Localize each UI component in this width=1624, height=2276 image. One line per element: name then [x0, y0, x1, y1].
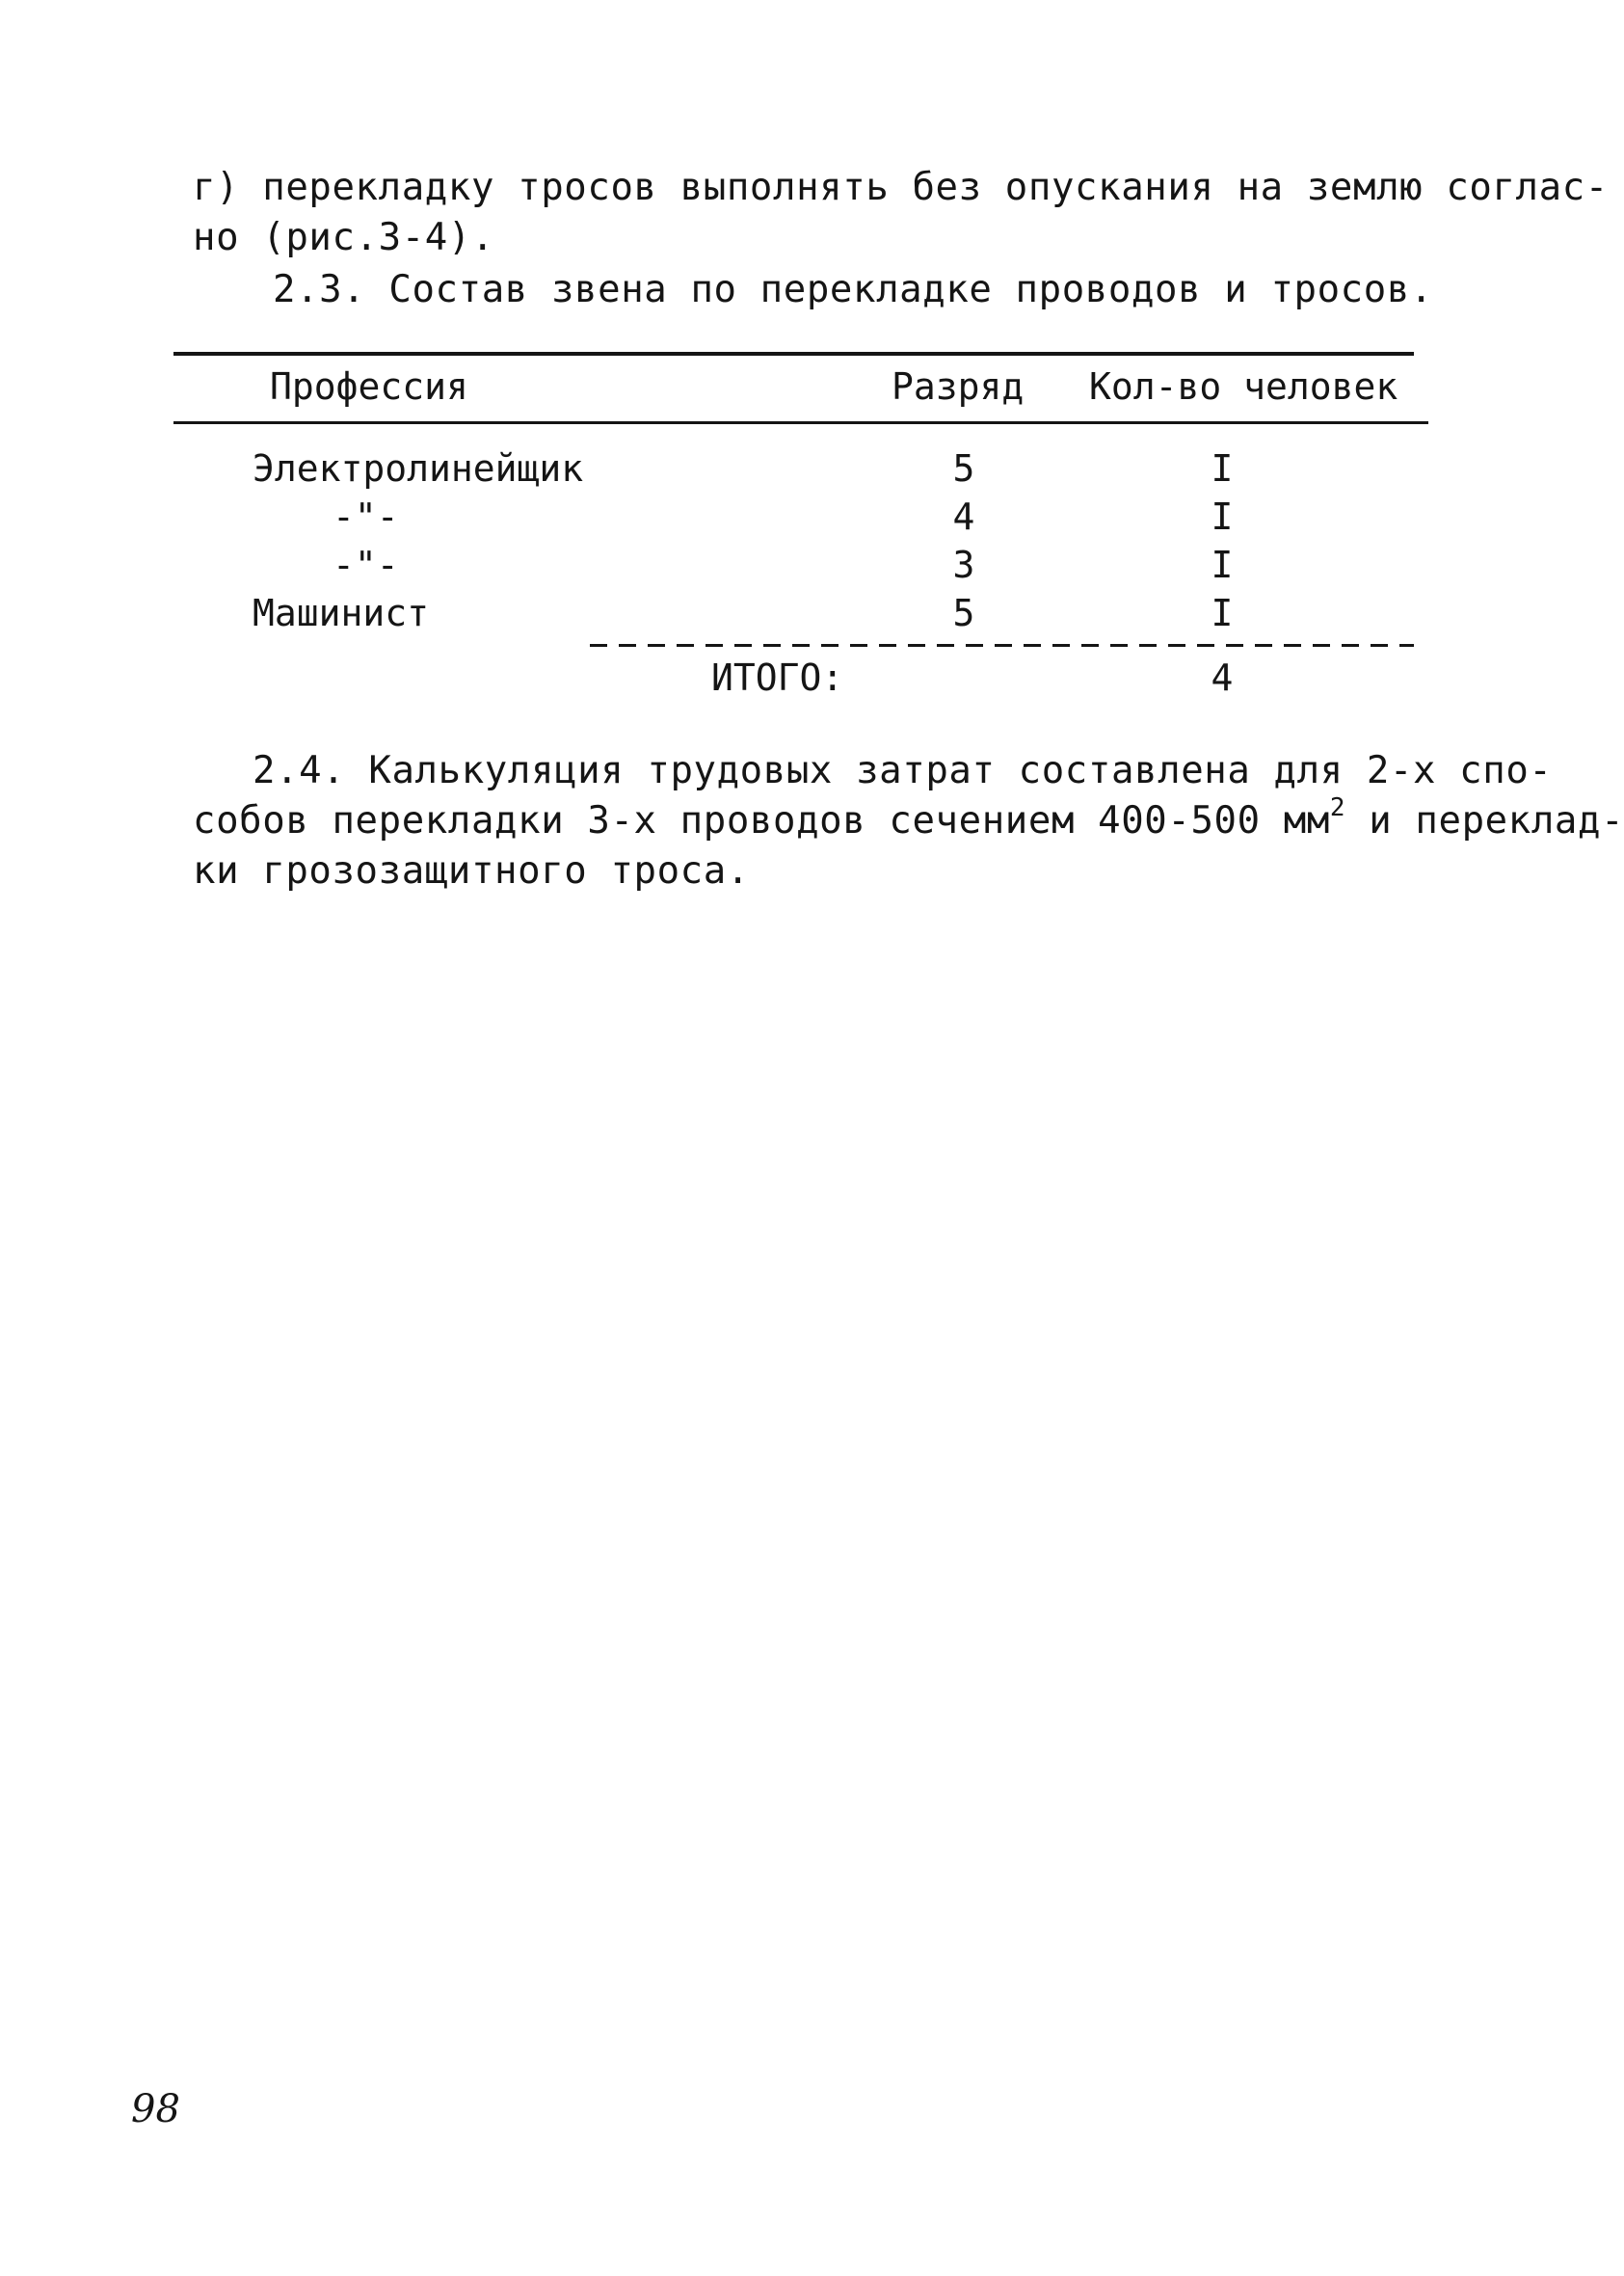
row-profession-ditto: -"- [333, 544, 399, 586]
row-grade: 3 [952, 544, 975, 586]
row-count: I [1211, 447, 1234, 490]
row-grade: 5 [952, 447, 975, 490]
header-count: Кол-во человек [1089, 365, 1398, 408]
total-label: ИТОГО: [711, 656, 844, 699]
section-heading-2-3: 2.3. Состав звена по перекладке проводов и тросов. [273, 268, 1433, 311]
row-count: I [1211, 592, 1234, 634]
row-profession-ditto: -"- [333, 495, 399, 538]
paragraph-2-4-line-2-tail: и переклад- [1345, 799, 1624, 843]
paragraph-g-line-1: г) перекладку тросов выполнять без опускания на землю соглас- [193, 166, 1609, 209]
paragraph-2-4-line-2 [193, 793, 1624, 845]
paragraph-g-line-2: но (рис.3-4). [193, 216, 495, 259]
row-count: I [1211, 544, 1234, 586]
page-number: 98 [131, 2087, 180, 2131]
header-grade: Разряд [892, 365, 1025, 408]
paragraph-2-4-line-3: ки грозозащитного троса. [193, 849, 750, 893]
row-grade: 5 [952, 592, 975, 634]
table-top-rule [173, 352, 1414, 356]
total-dashed-rule [590, 644, 1414, 647]
paragraph-2-4-line-1: 2.4. Калькуляция трудовых затрат составлена для 2-х спо- [253, 749, 1553, 792]
paragraph-2-4-line-2-text: собов перекладки 3-х проводов сечением 400-500 мм [193, 799, 1330, 843]
row-grade: 4 [952, 495, 975, 538]
row-count: I [1211, 495, 1234, 538]
row-profession: Машинист [253, 592, 430, 634]
row-profession: Электролинейщик [253, 447, 584, 490]
header-bottom-rule [173, 421, 1428, 424]
superscript-squared: 2 [1329, 793, 1346, 822]
header-profession: Профессия [270, 365, 468, 408]
total-value: 4 [1211, 656, 1234, 699]
